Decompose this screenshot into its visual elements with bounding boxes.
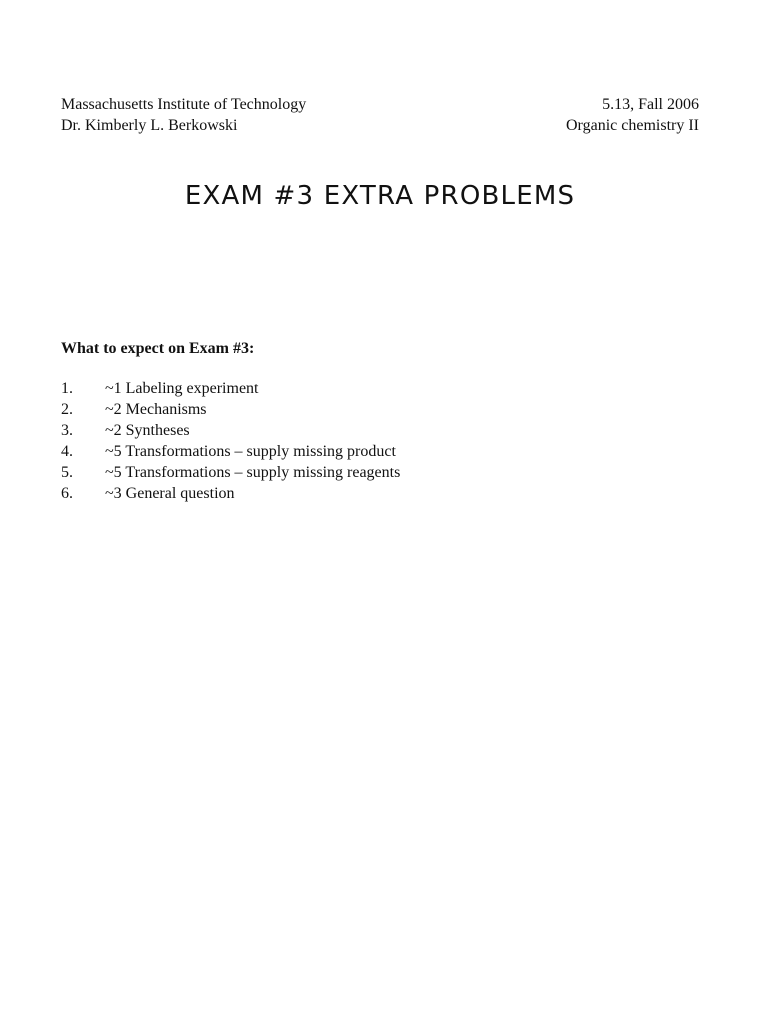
document-header bbox=[61, 94, 699, 136]
list-item bbox=[61, 420, 400, 441]
list-item bbox=[61, 441, 400, 462]
expectation-list bbox=[61, 378, 400, 504]
list-item bbox=[61, 399, 400, 420]
course-term: 5.13, Fall 2006 bbox=[602, 96, 699, 113]
list-item-text: ~5 Transformations – supply missing reagents bbox=[105, 464, 401, 481]
list-item-number: 1. bbox=[61, 380, 73, 397]
list-item-text: ~2 Syntheses bbox=[105, 422, 190, 439]
list-item-text: ~5 Transformations – supply missing product bbox=[105, 443, 396, 460]
list-item bbox=[61, 378, 400, 399]
list-item-number: 5. bbox=[61, 464, 73, 481]
list-item-number: 6. bbox=[61, 485, 73, 502]
list-item bbox=[61, 483, 400, 504]
course-name: Organic chemistry II bbox=[566, 117, 699, 134]
list-item-number: 3. bbox=[61, 422, 73, 439]
list-item-number: 2. bbox=[61, 401, 73, 418]
section-heading: What to expect on Exam #3: bbox=[61, 340, 255, 357]
institution-name: Massachusetts Institute of Technology bbox=[61, 96, 307, 113]
header-row-1 bbox=[61, 94, 699, 115]
list-item bbox=[61, 462, 400, 483]
header-row-2 bbox=[61, 115, 699, 136]
document-title: EXAM #3 EXTRA PROBLEMS bbox=[184, 181, 576, 211]
list-item-number: 4. bbox=[61, 443, 73, 460]
list-item-text: ~2 Mechanisms bbox=[105, 401, 207, 418]
list-item-text: ~3 General question bbox=[105, 485, 235, 502]
instructor-name: Dr. Kimberly L. Berkowski bbox=[61, 117, 238, 134]
list-item-text: ~1 Labeling experiment bbox=[105, 380, 259, 397]
